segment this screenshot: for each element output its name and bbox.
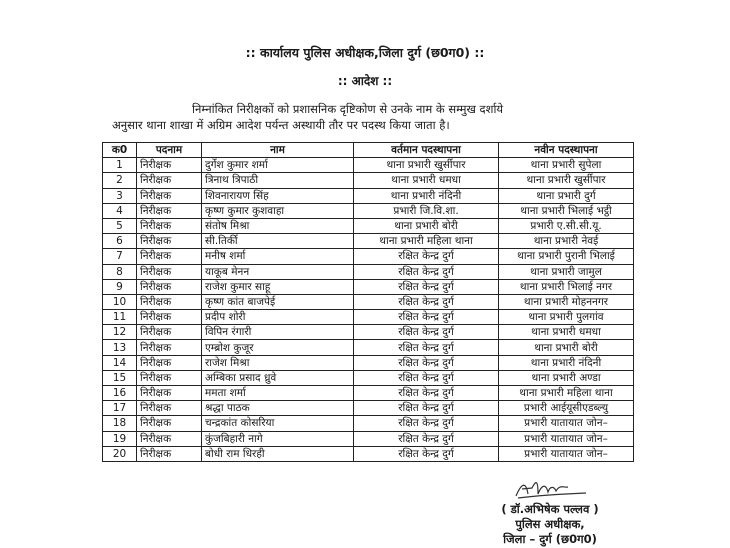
cell-new-posting: प्रभारी यातायात जोन– bbox=[499, 446, 634, 461]
table-row bbox=[103, 310, 634, 325]
cell-rank: निरीक्षक bbox=[137, 279, 202, 294]
cell-name: कुंजबिहारी नागे bbox=[202, 431, 354, 446]
cell-serial: 19 bbox=[103, 431, 137, 446]
cell-rank: निरीक्षक bbox=[137, 173, 202, 188]
cell-new-posting: प्रभारी ए.सी.सी.यू. bbox=[499, 218, 634, 233]
cell-serial: 13 bbox=[103, 340, 137, 355]
intro-line-1: निम्नांकित निरीक्षकों को प्रशासनिक दृष्टिकोण से उनके नाम के सम्मुख दर्शाये bbox=[192, 102, 504, 116]
cell-rank: निरीक्षक bbox=[137, 416, 202, 431]
cell-serial: 16 bbox=[103, 386, 137, 401]
cell-rank: निरीक्षक bbox=[137, 446, 202, 461]
cell-serial: 14 bbox=[103, 355, 137, 370]
cell-name: अम्बिका प्रसाद ध्रुवे bbox=[202, 370, 354, 385]
cell-serial: 11 bbox=[103, 310, 137, 325]
order-heading: :: आदेश :: bbox=[337, 74, 393, 88]
table-row bbox=[103, 158, 634, 173]
cell-current-posting: रक्षित केन्द्र दुर्ग bbox=[354, 249, 499, 264]
signatory-designation: पुलिस अधीक्षक, bbox=[515, 517, 585, 531]
cell-rank: निरीक्षक bbox=[137, 310, 202, 325]
cell-current-posting: थाना प्रभारी नंदिनी bbox=[354, 188, 499, 203]
cell-serial: 15 bbox=[103, 370, 137, 385]
cell-new-posting: थाना प्रभारी बोरी bbox=[499, 340, 634, 355]
table-header-row bbox=[103, 143, 634, 158]
table-row bbox=[103, 173, 634, 188]
cell-serial: 9 bbox=[103, 279, 137, 294]
header-current-posting: वर्तमान पदस्थापना bbox=[354, 143, 499, 158]
cell-new-posting: प्रभारी यातायात जोन– bbox=[499, 431, 634, 446]
cell-current-posting: रक्षित केन्द्र दुर्ग bbox=[354, 279, 499, 294]
cell-rank: निरीक्षक bbox=[137, 431, 202, 446]
cell-rank: निरीक्षक bbox=[137, 218, 202, 233]
cell-new-posting: थाना प्रभारी सुपेला bbox=[499, 158, 634, 173]
cell-current-posting: रक्षित केन्द्र दुर्ग bbox=[354, 294, 499, 309]
cell-rank: निरीक्षक bbox=[137, 249, 202, 264]
cell-rank: निरीक्षक bbox=[137, 401, 202, 416]
cell-name: प्रदीप शोरी bbox=[202, 310, 354, 325]
cell-new-posting: थाना प्रभारी पुरानी भिलाई bbox=[499, 249, 634, 264]
cell-new-posting: थाना प्रभारी अण्डा bbox=[499, 370, 634, 385]
cell-name: ममता शर्मा bbox=[202, 386, 354, 401]
signature-mark bbox=[512, 478, 592, 500]
cell-name: सी.तिर्की bbox=[202, 234, 354, 249]
signature-block bbox=[470, 502, 630, 547]
table-row bbox=[103, 249, 634, 264]
cell-rank: निरीक्षक bbox=[137, 355, 202, 370]
table-row bbox=[103, 279, 634, 294]
cell-name: मनीष शर्मा bbox=[202, 249, 354, 264]
posting-table bbox=[102, 142, 634, 462]
cell-serial: 6 bbox=[103, 234, 137, 249]
cell-serial: 18 bbox=[103, 416, 137, 431]
cell-name: कृष्ण कांत बाजपेई bbox=[202, 294, 354, 309]
cell-serial: 1 bbox=[103, 158, 137, 173]
cell-current-posting: रक्षित केन्द्र दुर्ग bbox=[354, 446, 499, 461]
table-row bbox=[103, 188, 634, 203]
table-row bbox=[103, 355, 634, 370]
table-row bbox=[103, 401, 634, 416]
cell-name: विपिन रंगारी bbox=[202, 325, 354, 340]
intro-line-2: अनुसार थाना शाखा में अग्रिम आदेश पर्यन्त अस्थायी तौर पर पदस्थ किया जाता है। bbox=[112, 118, 450, 132]
cell-rank: निरीक्षक bbox=[137, 370, 202, 385]
cell-name: शिवनारायण सिंह bbox=[202, 188, 354, 203]
table-row bbox=[103, 446, 634, 461]
table-row bbox=[103, 431, 634, 446]
signatory-district: जिला – दुर्ग (छ0ग0) bbox=[503, 532, 597, 546]
cell-name: संतोष मिश्रा bbox=[202, 218, 354, 233]
cell-name: एम्ब्रोश कुजूर bbox=[202, 340, 354, 355]
header-serial: क0 bbox=[103, 143, 137, 158]
cell-current-posting: थाना प्रभारी धमधा bbox=[354, 173, 499, 188]
cell-new-posting: थाना प्रभारी नेवई bbox=[499, 234, 634, 249]
intro-paragraph bbox=[112, 101, 617, 133]
cell-current-posting: थाना प्रभारी खुर्सीपार bbox=[354, 158, 499, 173]
cell-new-posting: थाना प्रभारी मोहननगर bbox=[499, 294, 634, 309]
cell-new-posting: प्रभारी यातायात जोन– bbox=[499, 416, 634, 431]
cell-name: राजेश कुमार साहू bbox=[202, 279, 354, 294]
table-row bbox=[103, 234, 634, 249]
cell-name: श्रद्धा पाठक bbox=[202, 401, 354, 416]
cell-new-posting: थाना प्रभारी नंदिनी bbox=[499, 355, 634, 370]
header-name: नाम bbox=[202, 143, 354, 158]
cell-new-posting: प्रभारी आईयूसीएडब्ल्यु bbox=[499, 401, 634, 416]
table-row bbox=[103, 416, 634, 431]
cell-serial: 3 bbox=[103, 188, 137, 203]
cell-current-posting: थाना प्रभारी महिला थाना bbox=[354, 234, 499, 249]
cell-current-posting: रक्षित केन्द्र दुर्ग bbox=[354, 355, 499, 370]
cell-current-posting: प्रभारी जि.वि.शा. bbox=[354, 203, 499, 218]
cell-current-posting: रक्षित केन्द्र दुर्ग bbox=[354, 431, 499, 446]
cell-rank: निरीक्षक bbox=[137, 203, 202, 218]
cell-current-posting: रक्षित केन्द्र दुर्ग bbox=[354, 416, 499, 431]
cell-new-posting: थाना प्रभारी भिलाई भट्ठी bbox=[499, 203, 634, 218]
cell-serial: 20 bbox=[103, 446, 137, 461]
cell-current-posting: रक्षित केन्द्र दुर्ग bbox=[354, 401, 499, 416]
cell-name: दुर्गेश कुमार शर्मा bbox=[202, 158, 354, 173]
header-new-posting: नवीन पदस्थापना bbox=[499, 143, 634, 158]
cell-rank: निरीक्षक bbox=[137, 234, 202, 249]
cell-new-posting: थाना प्रभारी पुलगांव bbox=[499, 310, 634, 325]
cell-serial: 8 bbox=[103, 264, 137, 279]
cell-name: याकूब मेनन bbox=[202, 264, 354, 279]
cell-current-posting: रक्षित केन्द्र दुर्ग bbox=[354, 340, 499, 355]
cell-current-posting: रक्षित केन्द्र दुर्ग bbox=[354, 370, 499, 385]
cell-name: कृष्ण कुमार कुशवाहा bbox=[202, 203, 354, 218]
cell-current-posting: रक्षित केन्द्र दुर्ग bbox=[354, 310, 499, 325]
cell-name: बोधी राम धिरही bbox=[202, 446, 354, 461]
cell-current-posting: रक्षित केन्द्र दुर्ग bbox=[354, 325, 499, 340]
cell-current-posting: थाना प्रभारी बोरी bbox=[354, 218, 499, 233]
cell-rank: निरीक्षक bbox=[137, 294, 202, 309]
cell-rank: निरीक्षक bbox=[137, 264, 202, 279]
table-row bbox=[103, 264, 634, 279]
table-row bbox=[103, 370, 634, 385]
table-row bbox=[103, 340, 634, 355]
cell-rank: निरीक्षक bbox=[137, 386, 202, 401]
cell-serial: 17 bbox=[103, 401, 137, 416]
cell-serial: 10 bbox=[103, 294, 137, 309]
cell-new-posting: थाना प्रभारी धमधा bbox=[499, 325, 634, 340]
office-title: :: कार्यालय पुलिस अधीक्षक,जिला दुर्ग (छ0ग0) :: bbox=[245, 45, 485, 60]
cell-new-posting: थाना प्रभारी दुर्ग bbox=[499, 188, 634, 203]
cell-name: राजेश मिश्रा bbox=[202, 355, 354, 370]
table-row bbox=[103, 203, 634, 218]
cell-new-posting: थाना प्रभारी खुर्सीपार bbox=[499, 173, 634, 188]
cell-new-posting: थाना प्रभारी जामुल bbox=[499, 264, 634, 279]
cell-current-posting: रक्षित केन्द्र दुर्ग bbox=[354, 264, 499, 279]
cell-new-posting: थाना प्रभारी भिलाई नगर bbox=[499, 279, 634, 294]
cell-new-posting: थाना प्रभारी महिला थाना bbox=[499, 386, 634, 401]
table-row bbox=[103, 294, 634, 309]
cell-serial: 5 bbox=[103, 218, 137, 233]
table-row bbox=[103, 386, 634, 401]
cell-serial: 2 bbox=[103, 173, 137, 188]
table-row bbox=[103, 218, 634, 233]
cell-serial: 4 bbox=[103, 203, 137, 218]
cell-serial: 12 bbox=[103, 325, 137, 340]
cell-name: चन्द्रकांत कोसरिया bbox=[202, 416, 354, 431]
cell-rank: निरीक्षक bbox=[137, 188, 202, 203]
cell-rank: निरीक्षक bbox=[137, 158, 202, 173]
cell-current-posting: रक्षित केन्द्र दुर्ग bbox=[354, 386, 499, 401]
table-row bbox=[103, 325, 634, 340]
signatory-name: ( डॉ.अभिषेक पल्लव ) bbox=[501, 502, 599, 516]
cell-name: त्रिनाथ त्रिपाठी bbox=[202, 173, 354, 188]
cell-rank: निरीक्षक bbox=[137, 325, 202, 340]
cell-rank: निरीक्षक bbox=[137, 340, 202, 355]
cell-serial: 7 bbox=[103, 249, 137, 264]
header-rank: पदनाम bbox=[137, 143, 202, 158]
